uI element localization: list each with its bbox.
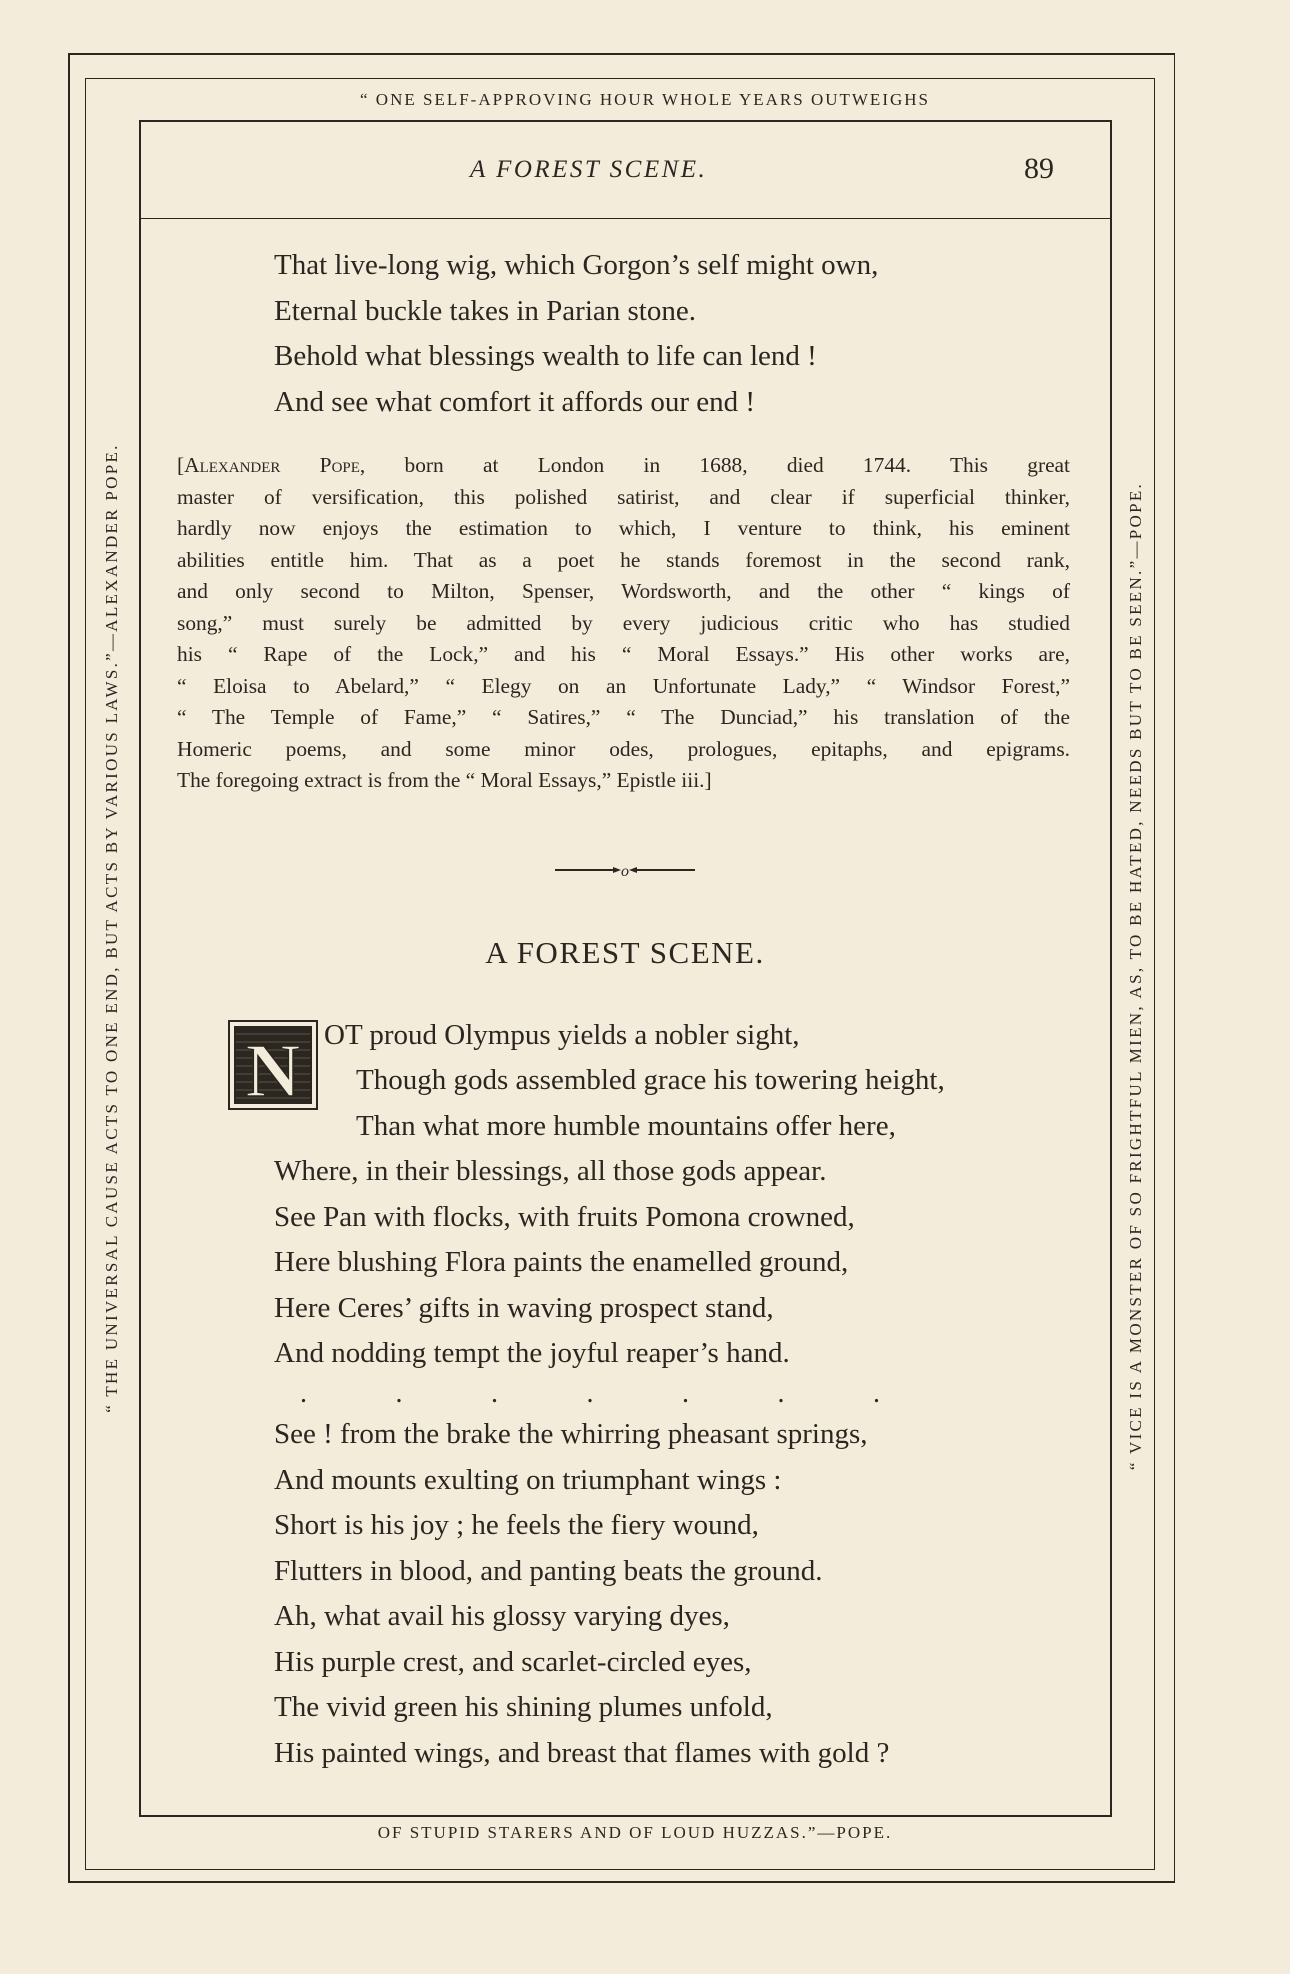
poem-first-line: OT proud Olympus yields a nobler sight,: [324, 1019, 800, 1051]
note-line: Homeric poems, and some minor odes, prologues, epitaphs, and epigrams.: [177, 736, 1070, 761]
note-line: [177, 450, 1070, 482]
verse-line: That live-long wig, which Gorgon’s self might own,: [274, 249, 879, 281]
poem-line: His purple crest, and scarlet-circled eyes,: [274, 1645, 752, 1678]
note-line: “ Eloisa to Abelard,” “ Elegy on an Unfortunate Lady,” “ Windsor Forest,”: [177, 673, 1070, 698]
verse-line: Behold what blessings wealth to life can lend !: [274, 340, 817, 372]
section-title: A FOREST SCENE.: [485, 935, 765, 970]
poem-indented-lines: [356, 1058, 945, 1149]
ellipsis-dot: .: [682, 1378, 689, 1409]
dropcap-letter: N: [245, 1029, 301, 1110]
note-line: The foregoing extract is from the “ Moral Essays,” Epistle iii.]: [177, 768, 712, 792]
border-quote-bottom: OF STUPID STARERS AND OF LOUD HUZZAS.”—POPE.: [377, 1823, 893, 1842]
ellipsis-row: [300, 1378, 880, 1410]
poem-line: And mounts exulting on triumphant wings :: [274, 1463, 782, 1496]
poem-line: Short is his joy ; he feels the fiery wound,: [274, 1509, 759, 1541]
ellipsis-dot: .: [491, 1378, 498, 1409]
running-head: A FOREST SCENE.: [470, 156, 708, 183]
note-line: abilities entitle him. That as a poet he stands foremost in the second rank,: [177, 547, 1070, 572]
header-rule: [139, 218, 1110, 219]
border-quote-left: “ THE UNIVERSAL CAUSE ACTS TO ONE END, BUT ACTS BY VARIOUS LAWS.”—ALEXANDER POPE.: [102, 443, 121, 1413]
poem-stanza-2: [274, 1412, 889, 1776]
poem-line: The vivid green his shining plumes unfold,: [274, 1691, 773, 1723]
border-quote-right: “ VICE IS A MONSTER OF SO FRIGHTFUL MIEN, AS, TO BE HATED, NEEDS BUT TO BE SEEN.”—POPE.: [1126, 481, 1145, 1471]
poem-line: Though gods assembled grace his towering height,: [356, 1064, 945, 1096]
verse-top: [274, 243, 878, 425]
poem-stanza-1: [274, 1149, 855, 1377]
ellipsis-dot: .: [873, 1378, 880, 1409]
poem-line: Here Ceres’ gifts in waving prospect stand,: [274, 1291, 774, 1324]
note-line: hardly now enjoys the estimation to which, I venture to think, his eminent: [177, 516, 1070, 540]
ellipsis-dot: .: [586, 1378, 594, 1409]
note-author: Alexander Pope,: [184, 453, 366, 477]
poem-line: Ah, what avail his glossy varying dyes,: [274, 1600, 730, 1632]
border-quote-top: “ ONE SELF-APPROVING HOUR WHOLE YEARS OUTWEIGHS: [360, 90, 930, 109]
poem-line: And nodding tempt the joyful reaper’s hand.: [274, 1337, 790, 1369]
poem-line: Here blushing Flora paints the enamelled ground,: [274, 1246, 849, 1278]
biographical-note: [177, 450, 1070, 797]
note-line: and only second to Milton, Spenser, Wordsworth, and the other “ kings of: [177, 579, 1070, 603]
poem-line: Than what more humble mountains offer here,: [356, 1109, 896, 1142]
note-line: “ The Temple of Fame,” “ Satires,” “ The Dunciad,” his translation of the: [177, 705, 1070, 729]
poem-line: See ! from the brake the whirring pheasant springs,: [274, 1418, 868, 1450]
ellipsis-dot: .: [777, 1378, 785, 1409]
verse-line: Eternal buckle takes in Parian stone.: [274, 294, 696, 327]
ellipsis-dot: .: [300, 1378, 307, 1409]
divider-ornament: [555, 860, 695, 880]
decorated-initial-icon: [228, 1020, 318, 1110]
poem-line: Where, in their blessings, all those gods appear.: [274, 1155, 827, 1187]
note-bracket: [: [177, 453, 185, 477]
ellipsis-dot: .: [395, 1378, 403, 1409]
note-line: his “ Rape of the Lock,” and his “ Moral Essays.” His other works are,: [177, 642, 1070, 666]
poem-line: See Pan with flocks, with fruits Pomona crowned,: [274, 1200, 855, 1233]
note-first-rest: born at London in 1688, died 1744. This great: [365, 453, 1070, 477]
ornament-glyph: o: [621, 863, 629, 880]
verse-line: And see what comfort it affords our end !: [274, 385, 756, 418]
note-line: song,” must surely be admitted by every judicious critic who has studied: [177, 610, 1070, 635]
poem-line: Flutters in blood, and panting beats the ground.: [274, 1554, 823, 1587]
page-number: 89: [1024, 152, 1054, 185]
poem-line: His painted wings, and breast that flames with gold ?: [274, 1736, 890, 1769]
note-line: master of versification, this polished satirist, and clear if superficial thinker,: [177, 484, 1070, 509]
